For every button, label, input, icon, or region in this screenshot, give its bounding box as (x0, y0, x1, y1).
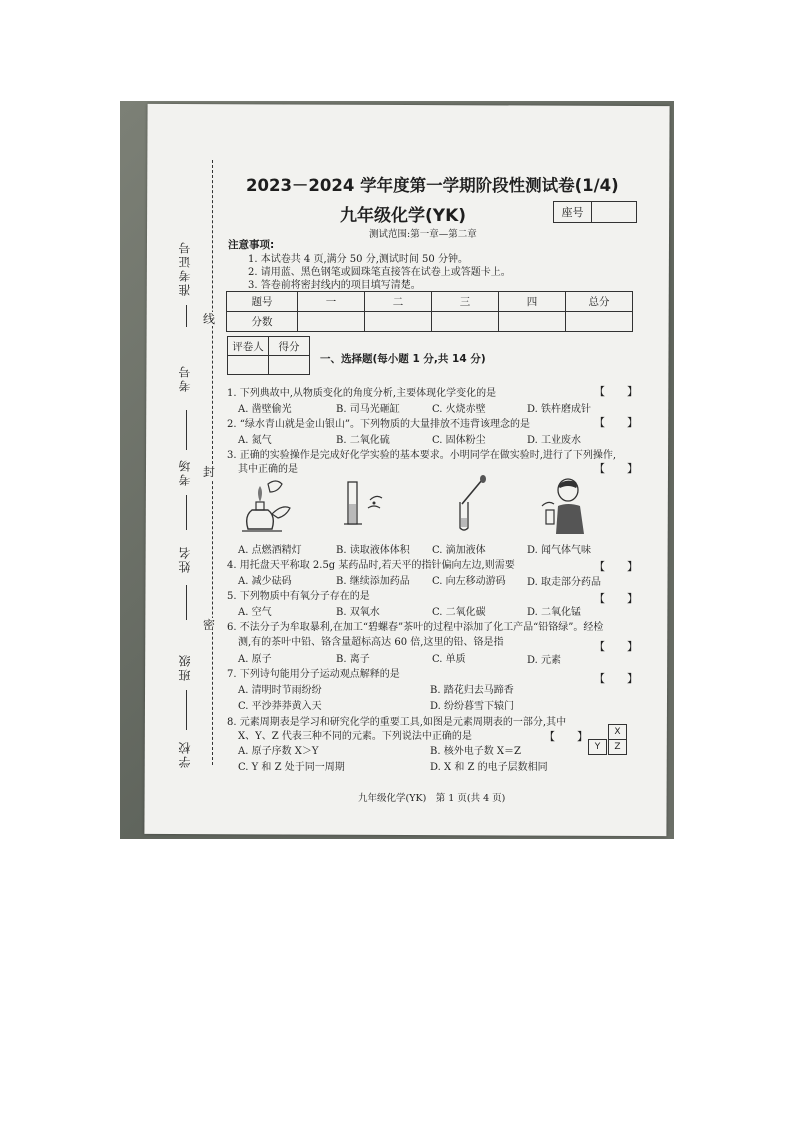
seal-word-xian: 线 (203, 312, 216, 326)
option: B. 踏花归去马蹄香 (430, 685, 514, 696)
option: C. 单质 (432, 654, 466, 665)
option: A. 凿壁偷光 (238, 404, 292, 415)
notice-title: 注意事项: (228, 239, 275, 251)
exam-title: 2023－2024 学年度第一学期阶段性测试卷(1/4) (246, 176, 619, 195)
option: B. 二氧化硫 (336, 435, 390, 446)
question-stem: 5. 下列物质中有氧分子存在的是 (227, 591, 370, 602)
answer-bracket: 【 】 (594, 640, 638, 653)
seal-dashed-line (212, 160, 213, 765)
question-stem-cont: 测,有的茶叶中铅、铬含量超标高达 60 倍,这里的铅、铬是指 (238, 637, 504, 648)
question-stem-cont: X、Y、Z 代表三种不同的元素。下列说法中正确的是 (238, 731, 472, 742)
option: D. X 和 Z 的电子层数相同 (430, 762, 548, 773)
test-range: 测试范围:第一章—第二章 (369, 229, 477, 240)
score-cell (499, 312, 566, 332)
field-underline (186, 585, 187, 620)
score-label: 得分 (269, 337, 310, 356)
option: B. 核外电子数 X＝Z (430, 746, 521, 757)
grader-table (227, 336, 310, 375)
score-table (226, 291, 633, 332)
seat-number-box (553, 201, 637, 223)
score-row-label: 分数 (227, 312, 298, 332)
field-underline (186, 495, 187, 530)
option: A. 减少砝码 (238, 576, 292, 587)
element-x: X (608, 724, 627, 740)
question-stem-cont: 其中正确的是 (238, 464, 298, 475)
option: C. 向左移动游码 (432, 576, 506, 587)
question-stem: 2. “绿水青山就是金山银山”。下列物质的大量排放不违背该理念的是 (227, 419, 530, 430)
option: D. 铁杵磨成针 (527, 404, 592, 415)
score-cell (432, 312, 499, 332)
field-class: 班级 (178, 653, 192, 681)
field-underline (186, 305, 187, 327)
option: B. 司马光砸缸 (336, 404, 400, 415)
option: C. 滴加液体 (432, 545, 486, 556)
field-underline (186, 690, 187, 730)
alcohol-lamp-illustration (238, 474, 296, 536)
option: B. 读取液体体积 (336, 545, 410, 556)
option: D. 元素 (527, 655, 562, 666)
element-y: Y (588, 739, 607, 755)
page-footer: 九年级化学(YK) 第 1 页(共 4 页) (358, 793, 506, 804)
notice-item: 1. 本试卷共 4 页,满分 50 分,测试时间 50 分钟。 (248, 254, 468, 265)
exam-subtitle: 九年级化学(YK) (340, 206, 467, 226)
answer-bracket: 【 】 (594, 462, 638, 475)
element-z: Z (608, 739, 627, 755)
option: A. 点燃酒精灯 (238, 545, 302, 556)
seal-word-feng: 封 (203, 465, 216, 479)
field-exam-number: 考号 (178, 364, 192, 392)
option: D. 纷纷暮雪下辕门 (430, 701, 515, 712)
answer-bracket: 【 】 (594, 672, 638, 685)
option: C. 火烧赤壁 (432, 404, 486, 415)
score-cell (365, 312, 432, 332)
score-head: 三 (432, 292, 499, 312)
grader-label: 评卷人 (228, 337, 269, 356)
answer-bracket: 【 】 (594, 385, 638, 398)
option: B. 继续添加药品 (336, 576, 410, 587)
score-head: 一 (298, 292, 365, 312)
score-head: 总分 (566, 292, 633, 312)
option: D. 二氧化锰 (527, 607, 582, 618)
graduated-cylinder-illustration (340, 478, 386, 528)
question-stem: 7. 下列诗句能用分子运动观点解释的是 (227, 669, 400, 680)
field-exam-room: 考场 (178, 458, 192, 486)
option: D. 闻气体气味 (527, 545, 592, 556)
option: A. 原子序数 X＞Y (238, 746, 319, 757)
answer-bracket: 【 】 (594, 416, 638, 429)
score-head: 四 (499, 292, 566, 312)
score-cell (566, 312, 633, 332)
option: C. 二氧化碳 (432, 607, 486, 618)
field-underline (186, 410, 187, 450)
field-ticket-number: 准考证号 (178, 240, 192, 296)
field-name: 姓名 (178, 545, 192, 573)
option: A. 原子 (238, 654, 272, 665)
answer-bracket: 【 】 (594, 560, 638, 573)
option: A. 氮气 (238, 435, 272, 446)
question-stem: 3. 正确的实验操作是完成好化学实验的基本要求。小明同学在做实验时,进行了下列操作, (227, 450, 617, 461)
notice-item: 3. 答卷前将密封线内的项目填写清楚。 (248, 280, 421, 291)
question-stem: 4. 用托盘天平称取 2.5g 某药品时,若天平的指针偏向左边,则需要 (227, 560, 515, 571)
question-stem: 8. 元素周期表是学习和研究化学的重要工具,如图是元素周期表的一部分,其中 (227, 717, 567, 728)
notice-item: 2. 请用蓝、黑色钢笔或圆珠笔直接答在试卷上或答题卡上。 (248, 267, 511, 278)
question-stem: 1. 下列典故中,从物质变化的角度分析,主要体现化学变化的是 (227, 388, 497, 399)
dropper-illustration (452, 474, 492, 534)
option: B. 双氧水 (336, 607, 380, 618)
smelling-gas-illustration (538, 476, 588, 534)
option: D. 取走部分药品 (527, 577, 602, 588)
option: C. 固体粉尘 (432, 435, 486, 446)
grader-cell (269, 356, 310, 375)
answer-bracket: 【 】 (544, 730, 588, 743)
option: B. 离子 (336, 654, 370, 665)
score-head: 二 (365, 292, 432, 312)
seal-word-mi: 密 (203, 618, 216, 632)
question-stem: 6. 不法分子为牟取暴利,在加工“碧螺春”茶叶的过程中添加了化工产品“铅铬绿”。经检 (227, 622, 604, 633)
option: A. 空气 (238, 607, 272, 618)
answer-bracket: 【 】 (594, 592, 638, 605)
option: C. Y 和 Z 处于同一周期 (238, 762, 345, 773)
option: A. 清明时节雨纷纷 (238, 685, 322, 696)
seat-label: 座号 (554, 202, 592, 222)
score-cell (298, 312, 365, 332)
field-school: 学校 (178, 740, 192, 768)
score-head: 题号 (227, 292, 298, 312)
option: C. 平沙莽莽黄入天 (238, 701, 322, 712)
grader-cell (228, 356, 269, 375)
section-title: 一、选择题(每小题 1 分,共 14 分) (320, 353, 486, 365)
option: D. 工业废水 (527, 435, 582, 446)
